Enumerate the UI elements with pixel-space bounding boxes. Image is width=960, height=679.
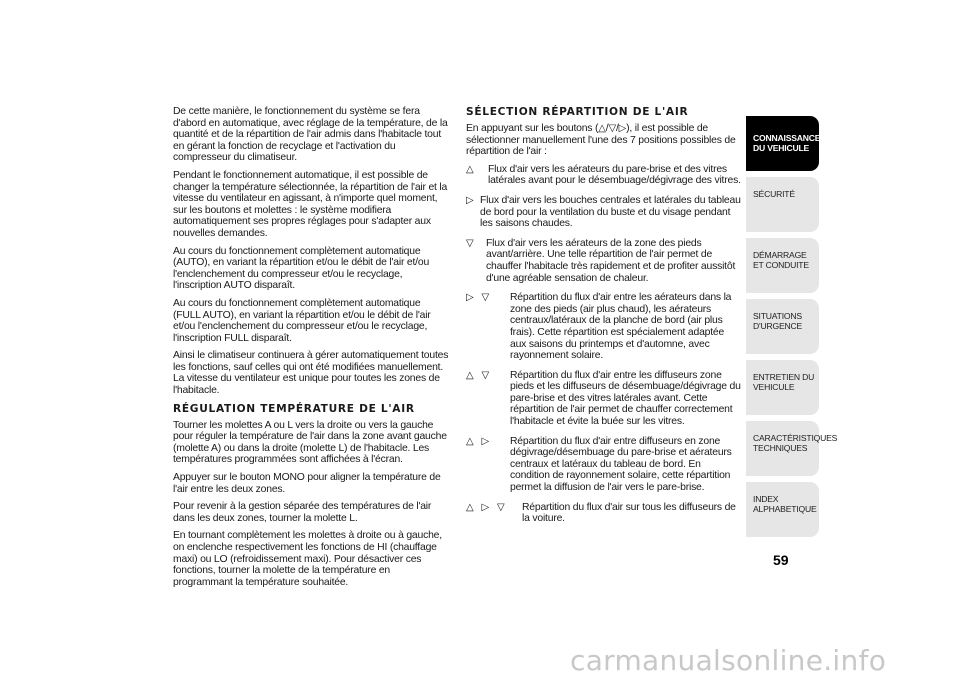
distribution-mode-icon: ▷: [481, 435, 489, 447]
sidebar-tab[interactable]: [746, 421, 838, 476]
distribution-icons: [466, 238, 482, 250]
sidebar-tab-label: CONNAISSANCE DU VEHICULE: [753, 133, 821, 153]
paragraph: Pendant le fonctionnement automatique, il est possible de changer la température sélectionnée, la répartition de l'air et la vitesse du ventilateur en agissant, à n'importe quel moment, sur les boutons et molettes : le système modifiera automatiquement ses propres réglages pour s'adapter aux nouvelles demandes.: [173, 169, 448, 239]
list-item: [466, 436, 742, 494]
distribution-icons: [466, 164, 482, 176]
distribution-description: Répartition du flux d'air entre les diffuseurs zone pieds et les diffuseurs de désembuage/dégivrage du pare-brise et des vitres latérales avant. Cette répartition de l'air permet de chauffer correctement l'habitacle et évite la buée sur les vitres.: [510, 369, 741, 428]
paragraph: Au cours du fonctionnement complètement automatique (FULL AUTO), en variant la répartition et/ou le débit de l'air et/ou l'enclenchement du compresseur et/ou le recyclage, l'inscription FULL disparaît.: [173, 297, 431, 344]
intro-text-before: En appuyant sur les boutons (: [466, 123, 599, 134]
distribution-icons: [466, 502, 513, 514]
left-column: [173, 106, 450, 594]
sidebar-tab[interactable]: [746, 299, 819, 354]
face-symbol-icon: ▷: [618, 123, 627, 134]
sidebar-tab-label: SITUATIONS D'URGENCE: [753, 311, 803, 331]
intro-text-after: ), il est possible de sélectionner manuellement l'une des 7 positions possibles de répartition de l'air :: [466, 123, 736, 158]
distribution-icons: [466, 195, 482, 207]
paragraph: Au cours du fonctionnement complètement automatique (AUTO), en variant la répartition et/ou le débit de l'air et/ou l'enclenchement du compresseur et/ou le recyclage, l'inscription AUTO disparaît.: [173, 245, 430, 292]
distribution-mode-icon: ▷: [466, 194, 474, 206]
sidebar-tab-label: CARACTÉRISTIQUES TECHNIQUES: [753, 433, 838, 453]
section-title-temperature: RÉGULATION TEMPÉRATURE DE L'AIR: [173, 402, 415, 415]
paragraph: Pour revenir à la gestion séparée des températures de l'air dans les deux zones, tourner la molette L.: [173, 501, 432, 524]
paragraph: Appuyer sur le bouton MONO pour aligner la température de l'air entre les deux zones.: [173, 472, 441, 495]
list-item: [466, 502, 742, 525]
distribution-description: Répartition du flux d'air entre les aérateurs dans la zone des pieds (air plus chaud), les aérateurs centraux/latéraux de la planche de bord (air plus frais). Cette répartition est spécialement adaptée aux saisons du printemps et d'automne, avec rayonnement solaire.: [510, 292, 732, 362]
chapter-sidebar: [746, 116, 838, 543]
list-item: [466, 164, 742, 187]
feet-symbol-icon: ▽: [608, 123, 616, 134]
distribution-icons: [466, 370, 497, 382]
distribution-mode-icon: ▽: [497, 501, 505, 513]
right-column: [466, 106, 742, 533]
distribution-mode-icon: △: [466, 435, 474, 447]
sidebar-tab-label: INDEX ALPHABETIQUE: [753, 494, 817, 514]
list-item: [466, 370, 742, 428]
distribution-description: Flux d'air vers les bouches centrales et latérales du tableau de bord pour la ventilation du buste et du visage pendant les saisons chaudes.: [480, 194, 741, 230]
sidebar-tab[interactable]: [746, 482, 819, 537]
sidebar-tab[interactable]: [746, 177, 819, 232]
intro-paragraph: [466, 123, 742, 158]
sidebar-tab[interactable]: [746, 238, 819, 293]
sidebar-tab-label: DÉMARRAGE ET CONDUITE: [753, 250, 809, 270]
section-title-air-distribution: SÉLECTION RÉPARTITION DE L'AIR: [466, 106, 689, 118]
distribution-mode-icon: ▽: [481, 369, 489, 381]
watermark: carmanualsonline.info: [570, 644, 887, 677]
distribution-list: [466, 164, 742, 525]
paragraph: De cette manière, le fonctionnement du système se fera d'abord en automatique, avec réglage de la température, de la quantité et de la répartition de l'air admis dans l'habitacle tout en gérant la fonction de recyclage et l'activation du compresseur du climatiseur.: [173, 106, 448, 164]
distribution-mode-icon: ▷: [466, 292, 474, 304]
list-item: [466, 292, 742, 362]
distribution-description: Répartition du flux d'air sur tous les diffuseurs de la voiture.: [522, 501, 736, 525]
distribution-icons: [466, 436, 497, 448]
distribution-mode-icon: △: [466, 369, 474, 381]
button-symbols: △/▽/▷: [598, 123, 627, 134]
sidebar-tab-label: ENTRETIEN DU VEHICULE: [753, 372, 815, 392]
list-item: [466, 195, 742, 230]
page-number: 59: [773, 552, 789, 568]
sidebar-tab[interactable]: [746, 116, 819, 171]
distribution-mode-icon: △: [466, 163, 474, 175]
distribution-description: Flux d'air vers les aérateurs du pare-brise et des vitres latérales avant pour le désembuage/dégivrage des vitres.: [488, 163, 741, 187]
defrost-symbol-icon: △: [598, 123, 606, 134]
distribution-mode-icon: ▽: [466, 237, 474, 249]
distribution-icons: [466, 292, 497, 304]
paragraph: Ainsi le climatiseur continuera à gérer automatiquement toutes les fonctions, sauf celles qui ont été modifiées manuellement. La vitesse du ventilateur est unique pour toutes les zones de l'habitacle.: [173, 350, 449, 397]
list-item: [466, 238, 742, 284]
paragraph: En tournant complètement les molettes à droite ou à gauche, on enclenche respectivement les fonctions de HI (chauffage maxi) ou LO (refroidissement maxi). Pour désactiver ces fonctions, tourner la molette de la température en programmant la température souhaitée.: [173, 530, 442, 588]
distribution-mode-icon: ▷: [481, 501, 489, 513]
distribution-mode-icon: ▽: [481, 292, 489, 304]
distribution-mode-icon: △: [466, 501, 474, 513]
sidebar-tab-label: SÉCURITÉ: [753, 189, 795, 199]
distribution-description: Flux d'air vers les aérateurs de la zone des pieds avant/arrière. Une telle répartition de l'air permet de chauffer l'habitacle très rapidement et de profiter aussitôt d'une agréable sensation de chaleur.: [486, 237, 736, 284]
distribution-description: Répartition du flux d'air entre diffuseurs en zone dégivrage/désembuage du pare-brise et aérateurs centraux et latéraux du tableau de bord. En condition de rayonnement solaire, cette répartition permet la diffusion de l'air vers le pare-brise.: [510, 435, 732, 494]
paragraph: Tourner les molettes A ou L vers la droite ou vers la gauche pour réguler la température de l'air dans la zone avant gauche (molette A) ou dans la droite (molette L) de l'habitacle. Les températures programmées sont affichées à l'écran.: [173, 419, 447, 466]
sidebar-tab[interactable]: [746, 360, 819, 415]
